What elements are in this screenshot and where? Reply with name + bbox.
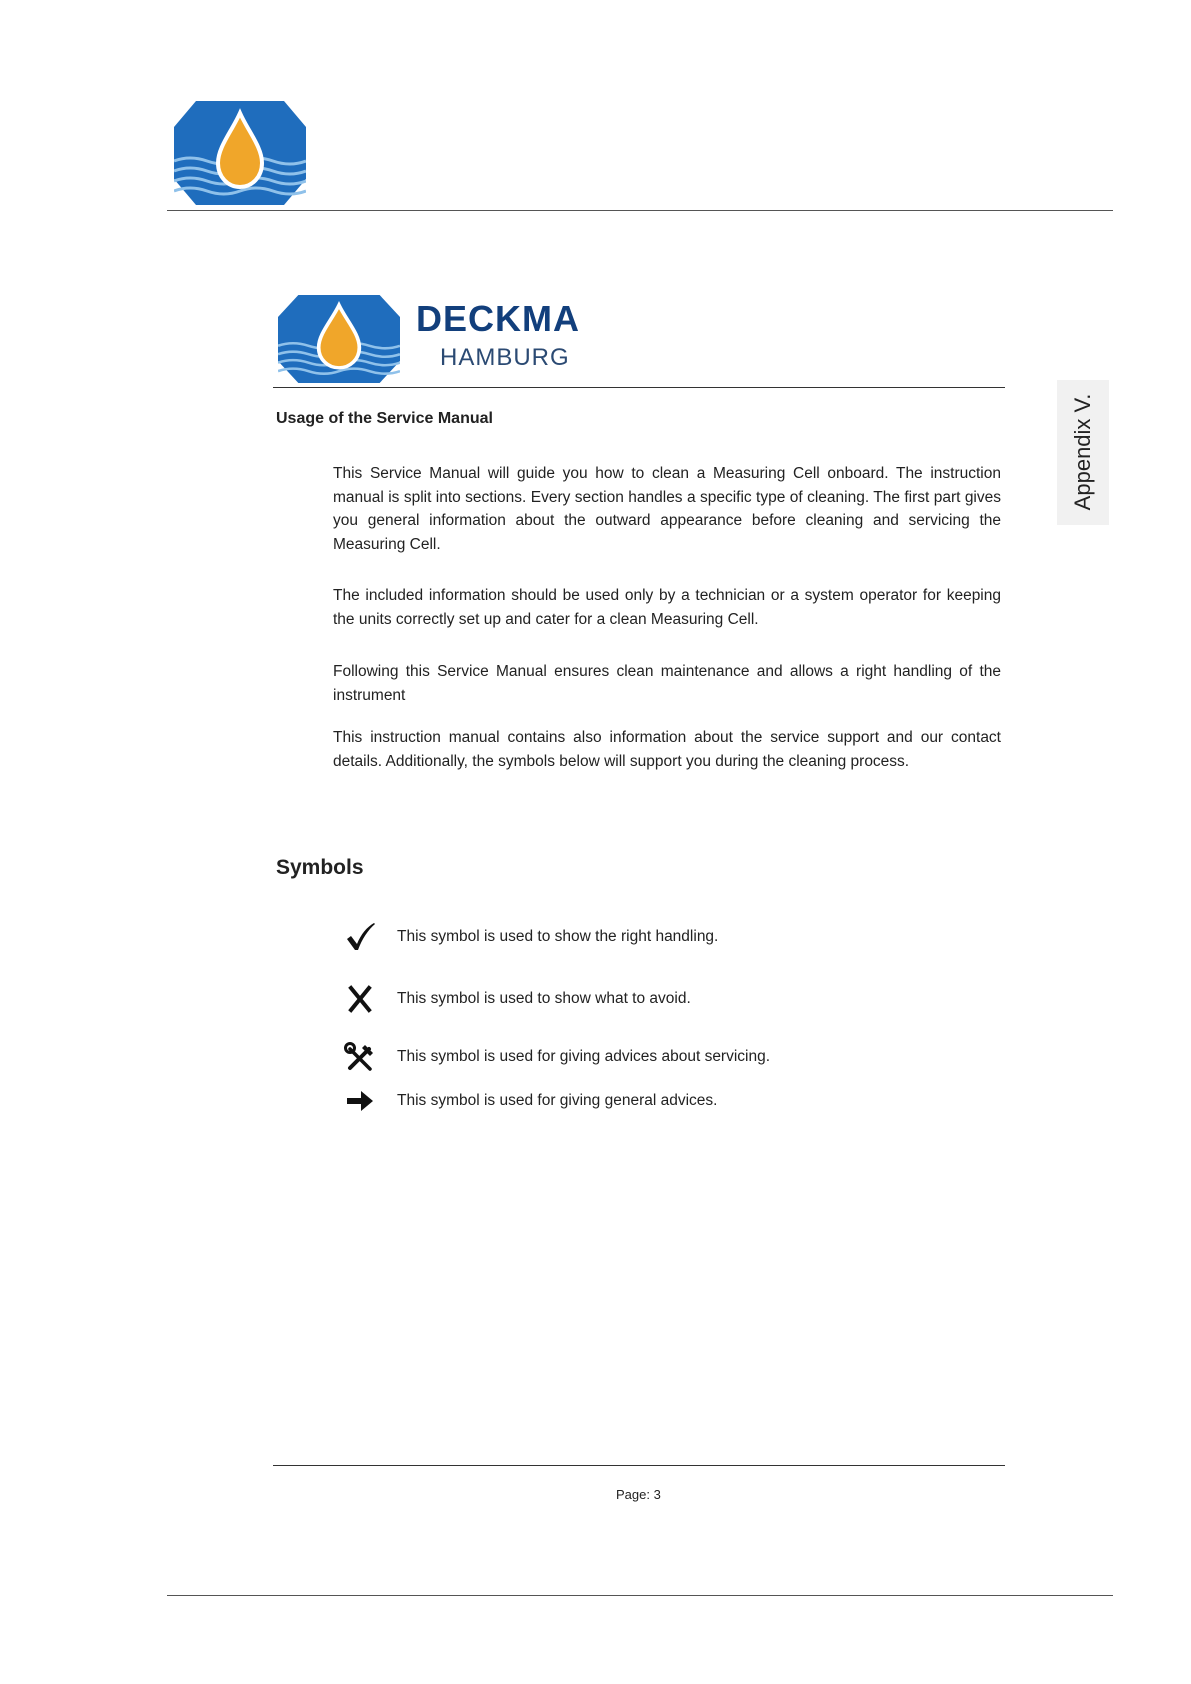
paragraph-intro: This Service Manual will guide you how to clean a Measuring Cell onboard. The instruction manual is split into sections. Every section handles a specific type of cleaning. The first part gives you general information about the outward appearance before cleaning and servicing the Measuring Cell. <box>333 465 1001 553</box>
appendix-label: Appendix V. <box>1070 393 1095 511</box>
brand-city: HAMBURG <box>440 344 570 371</box>
tools-icon <box>340 1037 380 1077</box>
brand-name: DECKMA <box>416 298 580 339</box>
symbol-row-avoid <box>340 979 691 1019</box>
paragraph-benefit: Following this Service Manual ensures clean maintenance and allows a right handling of the instrument <box>333 663 1001 704</box>
document-footer-divider <box>273 1465 1005 1466</box>
symbol-text: This symbol is used to show what to avoid. <box>397 990 691 1007</box>
footer-divider <box>167 1595 1113 1596</box>
document-header-divider <box>273 387 1005 388</box>
symbol-row-right-handling <box>340 917 718 957</box>
brand-logo <box>278 295 400 383</box>
page-number: Page: 3 <box>616 1487 661 1502</box>
symbol-row-general <box>340 1081 717 1121</box>
symbol-text: This symbol is used for giving general advices. <box>397 1092 718 1109</box>
section-heading: Usage of the Service Manual <box>276 410 493 427</box>
cross-icon <box>340 979 380 1019</box>
symbol-row-servicing <box>340 1037 770 1077</box>
header-divider <box>167 210 1113 211</box>
paragraph-audience: The included information should be used only by a technician or a system operator for keeping the units correctly set up and cater for a clean Measuring Cell. <box>333 587 1001 628</box>
symbol-text: This symbol is used to show the right handling. <box>397 928 719 945</box>
symbol-text: This symbol is used for giving advices about servicing. <box>397 1048 771 1065</box>
symbols-heading: Symbols <box>276 856 364 879</box>
arrow-right-icon <box>340 1081 380 1121</box>
outer-logo <box>174 101 306 205</box>
oil-drop-logo-icon <box>174 101 306 205</box>
oil-drop-brand-icon <box>278 295 400 383</box>
checkmark-icon <box>340 917 380 957</box>
paragraph-contents: This instruction manual contains also information about the service support and our contact details. Additionally, the symbols below will support you during the cleaning process. <box>333 729 1001 770</box>
